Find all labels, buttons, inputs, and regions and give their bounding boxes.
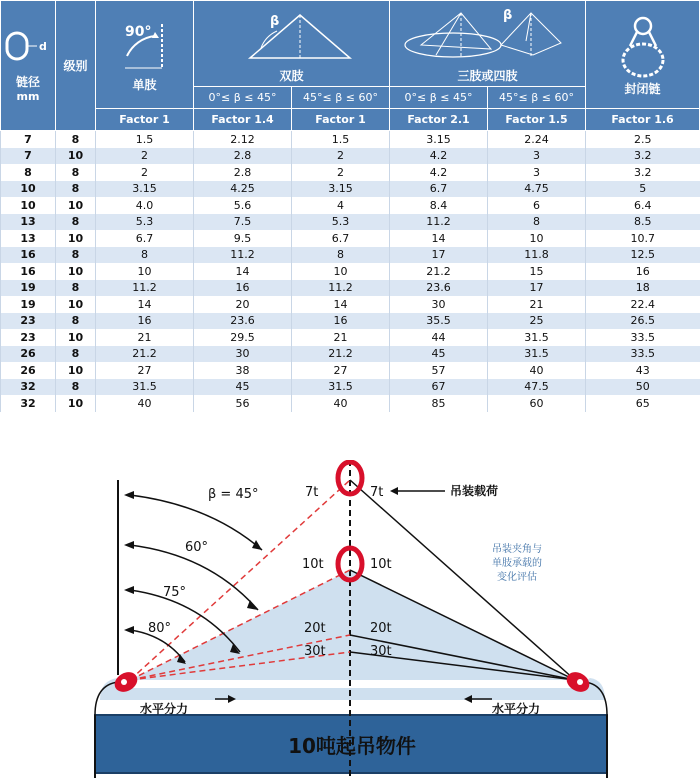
table-cell: 21 <box>96 329 194 346</box>
grade-header <box>56 1 96 131</box>
table-cell: 27 <box>292 362 390 379</box>
range-header-3: 0°≤ β ≤ 45° <box>390 87 488 109</box>
table-cell: 11.2 <box>390 214 488 231</box>
table-cell: 13 <box>1 230 56 247</box>
table-cell: 6.7 <box>390 181 488 198</box>
object-label: 10吨起吊物件 <box>288 734 416 758</box>
table-row <box>1 247 700 264</box>
range-header-2: 45°≤ β ≤ 60° <box>292 87 390 109</box>
table-cell: 56 <box>194 395 292 412</box>
table-cell: 20 <box>194 296 292 313</box>
table-cell: 50 <box>586 379 700 396</box>
table-cell: 8 <box>56 131 96 148</box>
horizontal-force-right: 水平分力 <box>492 702 541 716</box>
table-row <box>1 148 700 165</box>
table-cell: 6.7 <box>96 230 194 247</box>
table-cell: 4.75 <box>488 181 586 198</box>
table-row <box>1 230 700 247</box>
table-cell: 21 <box>488 296 586 313</box>
table-cell: 31.5 <box>488 329 586 346</box>
table-cell: 27 <box>96 362 194 379</box>
table-cell: 21.2 <box>96 346 194 363</box>
table-cell: 14 <box>96 296 194 313</box>
angle-label-60: 60° <box>185 540 209 555</box>
table-cell: 40 <box>488 362 586 379</box>
table-cell: 35.5 <box>390 313 488 330</box>
double-leg-icon <box>195 3 389 67</box>
table-cell: 3 <box>488 148 586 165</box>
table-cell: 26.5 <box>586 313 700 330</box>
table-cell: 32 <box>1 395 56 412</box>
load-table-body <box>1 131 700 412</box>
table-cell: 11.2 <box>292 280 390 297</box>
table-cell: 65 <box>586 395 700 412</box>
factor-header-2: Factor 1.4 <box>194 109 292 131</box>
table-cell: 8 <box>56 379 96 396</box>
table-cell: 4.0 <box>96 197 194 214</box>
table-cell: 31.5 <box>96 379 194 396</box>
table-cell: 8 <box>96 247 194 264</box>
triple-quad-leg-header <box>390 1 586 87</box>
table-cell: 8 <box>56 164 96 181</box>
table-cell: 8 <box>56 280 96 297</box>
load-low2-left: 30t <box>304 644 326 659</box>
table-cell: 14 <box>194 263 292 280</box>
table-cell: 18 <box>586 280 700 297</box>
table-cell: 1.5 <box>292 131 390 148</box>
angle-90-label: 90° <box>124 24 151 40</box>
table-cell: 10 <box>292 263 390 280</box>
table-cell: 15 <box>488 263 586 280</box>
table-cell: 30 <box>390 296 488 313</box>
chain-link-icon <box>1 29 55 69</box>
table-cell: 8 <box>56 313 96 330</box>
endless-chain-label: 封闭链 <box>624 82 661 96</box>
endless-chain-icon <box>588 12 698 80</box>
table-cell: 2.8 <box>194 148 292 165</box>
diameter-header <box>1 1 56 131</box>
table-cell: 11.2 <box>96 280 194 297</box>
table-cell: 10.7 <box>586 230 700 247</box>
table-cell: 16 <box>586 263 700 280</box>
diameter-label: 链径 <box>15 74 40 89</box>
table-cell: 30 <box>194 346 292 363</box>
table-cell: 10 <box>56 263 96 280</box>
table-cell: 9.5 <box>194 230 292 247</box>
angle-label-80: 80° <box>148 621 172 636</box>
horizontal-force-left: 水平分力 <box>140 702 189 716</box>
table-cell: 14 <box>390 230 488 247</box>
table-cell: 17 <box>488 280 586 297</box>
table-row <box>1 164 700 181</box>
table-cell: 8 <box>56 181 96 198</box>
table-cell: 21 <box>292 329 390 346</box>
lifting-angle-diagram <box>0 460 700 780</box>
table-cell: 4 <box>292 197 390 214</box>
table-row <box>1 395 700 412</box>
table-cell: 2.12 <box>194 131 292 148</box>
angle-label-75: 75° <box>163 585 187 600</box>
table-cell: 47.5 <box>488 379 586 396</box>
table-cell: 10 <box>96 263 194 280</box>
table-cell: 10 <box>488 230 586 247</box>
diameter-unit: mm <box>16 89 40 103</box>
factor-header-5: Factor 1.5 <box>488 109 586 131</box>
table-cell: 26 <box>1 362 56 379</box>
table-cell: 10 <box>56 362 96 379</box>
table-cell: 38 <box>194 362 292 379</box>
table-cell: 23 <box>1 313 56 330</box>
table-cell: 17 <box>390 247 488 264</box>
table-cell: 7 <box>1 131 56 148</box>
table-cell: 19 <box>1 280 56 297</box>
angle-label-45: β = 45° <box>208 487 259 502</box>
table-cell: 10 <box>56 148 96 165</box>
table-cell: 31.5 <box>292 379 390 396</box>
table-cell: 2 <box>292 148 390 165</box>
table-cell: 16 <box>1 263 56 280</box>
table-cell: 5.6 <box>194 197 292 214</box>
table-cell: 67 <box>390 379 488 396</box>
table-row <box>1 131 700 148</box>
table-cell: 10 <box>56 197 96 214</box>
table-cell: 8.5 <box>586 214 700 231</box>
table-cell: 11.2 <box>194 247 292 264</box>
table-row <box>1 280 700 297</box>
table-cell: 16 <box>1 247 56 264</box>
table-cell: 2.5 <box>586 131 700 148</box>
table-row <box>1 346 700 363</box>
factor-header-4: Factor 2.1 <box>390 109 488 131</box>
table-cell: 2 <box>96 148 194 165</box>
table-row <box>1 379 700 396</box>
range-header-1: 0°≤ β ≤ 45° <box>194 87 292 109</box>
single-leg-label: 单肢 <box>132 78 157 92</box>
table-cell: 60 <box>488 395 586 412</box>
factor-header-6: Factor 1.6 <box>586 109 700 131</box>
table-cell: 3.15 <box>96 181 194 198</box>
factor-header-1: Factor 1 <box>96 109 194 131</box>
table-cell: 2.8 <box>194 164 292 181</box>
d-label: d <box>39 39 47 53</box>
table-cell: 45 <box>390 346 488 363</box>
table-cell: 10 <box>56 395 96 412</box>
table-cell: 33.5 <box>586 329 700 346</box>
table-cell: 8.4 <box>390 197 488 214</box>
table-cell: 29.5 <box>194 329 292 346</box>
table-cell: 8 <box>488 214 586 231</box>
table-cell: 23.6 <box>390 280 488 297</box>
table-cell: 31.5 <box>488 346 586 363</box>
load-low1-left: 20t <box>304 621 326 636</box>
table-cell: 12.5 <box>586 247 700 264</box>
top-shackle-icon <box>338 462 362 494</box>
grade-label: 级别 <box>63 59 88 73</box>
table-cell: 3.15 <box>390 131 488 148</box>
table-cell: 16 <box>194 280 292 297</box>
table-cell: 19 <box>1 296 56 313</box>
table-cell: 23 <box>1 329 56 346</box>
table-row <box>1 362 700 379</box>
double-leg-header <box>194 1 390 87</box>
table-cell: 8 <box>56 214 96 231</box>
table-cell: 16 <box>96 313 194 330</box>
range-header-4: 45°≤ β ≤ 60° <box>488 87 586 109</box>
table-cell: 5 <box>586 181 700 198</box>
table-cell: 8 <box>1 164 56 181</box>
table-cell: 10 <box>56 296 96 313</box>
table-cell: 44 <box>390 329 488 346</box>
table-cell: 45 <box>194 379 292 396</box>
note-line-1: 吊装夹角与 <box>492 544 542 555</box>
table-cell: 2 <box>292 164 390 181</box>
table-cell: 3.2 <box>586 148 700 165</box>
single-leg-icon <box>97 16 193 76</box>
table-row <box>1 296 700 313</box>
beta-label-2: β <box>502 8 512 23</box>
lifting-load-label: 吊装载荷 <box>450 484 499 498</box>
load-top-right: 7t <box>370 485 384 500</box>
table-cell: 7 <box>1 148 56 165</box>
table-cell: 10 <box>56 230 96 247</box>
table-cell: 16 <box>292 313 390 330</box>
table-cell: 8 <box>292 247 390 264</box>
table-cell: 4.2 <box>390 148 488 165</box>
table-cell: 10 <box>1 197 56 214</box>
table-cell: 13 <box>1 214 56 231</box>
table-cell: 25 <box>488 313 586 330</box>
table-cell: 8 <box>56 247 96 264</box>
note-line-3: 变化评估 <box>497 572 537 583</box>
endless-chain-header <box>586 1 700 109</box>
table-cell: 8 <box>56 346 96 363</box>
table-cell: 3.2 <box>586 164 700 181</box>
table-row <box>1 214 700 231</box>
table-cell: 21.2 <box>292 346 390 363</box>
table-row <box>1 181 700 198</box>
triple-quad-leg-label: 三肢或四肢 <box>457 69 518 83</box>
table-cell: 40 <box>292 395 390 412</box>
table-cell: 26 <box>1 346 56 363</box>
table-cell: 21.2 <box>390 263 488 280</box>
table-cell: 6.7 <box>292 230 390 247</box>
table-cell: 3.15 <box>292 181 390 198</box>
factor-header-3: Factor 1 <box>292 109 390 131</box>
table-cell: 4.25 <box>194 181 292 198</box>
table-cell: 43 <box>586 362 700 379</box>
table-cell: 33.5 <box>586 346 700 363</box>
table-cell: 2.24 <box>488 131 586 148</box>
table-cell: 23.6 <box>194 313 292 330</box>
load-low2-right: 30t <box>370 644 392 659</box>
beta-label: β <box>269 14 279 29</box>
table-cell: 32 <box>1 379 56 396</box>
table-cell: 57 <box>390 362 488 379</box>
table-row <box>1 263 700 280</box>
table-cell: 11.8 <box>488 247 586 264</box>
table-cell: 10 <box>1 181 56 198</box>
load-mid-left: 10t <box>302 557 324 572</box>
load-top-left: 7t <box>305 485 319 500</box>
triple-quad-leg-icon <box>391 3 585 67</box>
table-cell: 6.4 <box>586 197 700 214</box>
load-low1-right: 20t <box>370 621 392 636</box>
table-cell: 14 <box>292 296 390 313</box>
table-cell: 85 <box>390 395 488 412</box>
note-line-2: 单肢承载的 <box>492 558 542 569</box>
table-cell: 2 <box>96 164 194 181</box>
table-cell: 6 <box>488 197 586 214</box>
table-cell: 5.3 <box>292 214 390 231</box>
table-cell: 5.3 <box>96 214 194 231</box>
table-row <box>1 313 700 330</box>
single-leg-header <box>96 1 194 109</box>
double-leg-label: 双肢 <box>279 69 304 83</box>
load-mid-right: 10t <box>370 557 392 572</box>
table-cell: 4.2 <box>390 164 488 181</box>
table-cell: 7.5 <box>194 214 292 231</box>
table-cell: 40 <box>96 395 194 412</box>
table-cell: 3 <box>488 164 586 181</box>
table-row <box>1 197 700 214</box>
table-cell: 10 <box>56 329 96 346</box>
table-cell: 1.5 <box>96 131 194 148</box>
table-cell: 22.4 <box>586 296 700 313</box>
table-row <box>1 329 700 346</box>
